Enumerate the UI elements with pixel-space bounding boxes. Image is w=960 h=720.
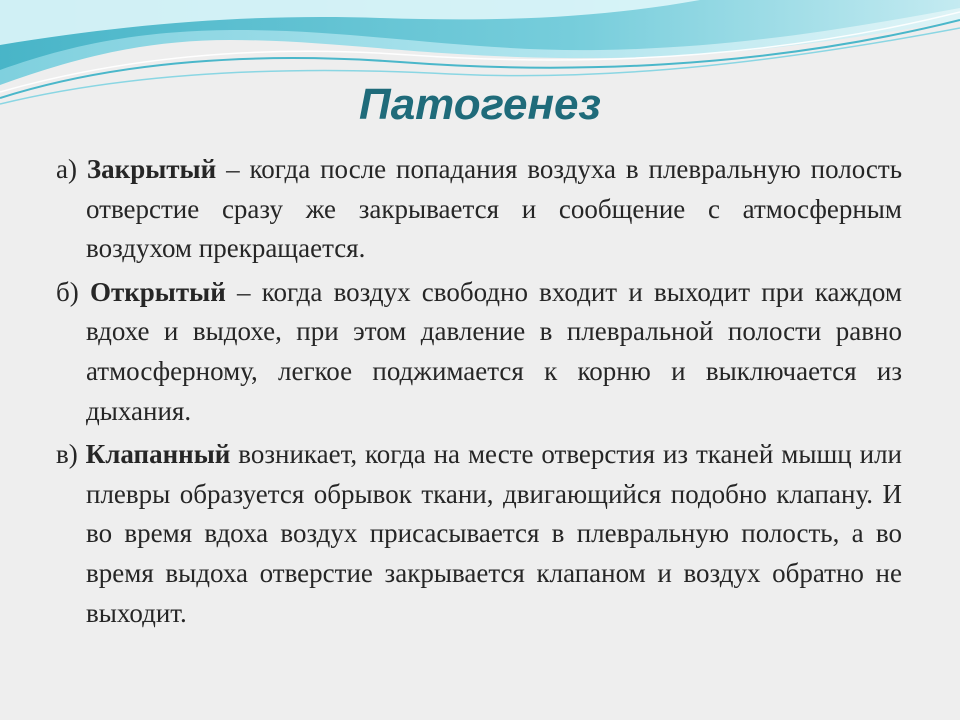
list-item <box>56 435 902 633</box>
slide-title: Патогенез <box>359 80 601 129</box>
item-term: Закрытый <box>86 154 217 184</box>
item-term: Открытый <box>89 276 226 307</box>
slide-body <box>56 150 902 637</box>
item-marker: в) <box>56 439 78 470</box>
item-term: Клапанный <box>85 439 231 470</box>
item-marker: б) <box>56 276 79 307</box>
item-text: возникает, когда на месте отверстия из тканей мышц или плевры образуется обрывок ткани, двигающийся подобно клапану. И во время вдоха воздух присасывается в плевральную полость, а во время выдоха отверстие закрывается клапаном и воздух обратно не выходит. <box>86 439 903 628</box>
list-item <box>56 150 902 269</box>
item-text: – когда воздух свободно входит и выходит при каждом вдохе и выдохе, при этом давление в плевральной полости равно атмосферному, легкое поджимается к корню и выключается из дыхания. <box>86 276 903 426</box>
item-marker: а) <box>56 154 77 184</box>
item-text: – когда после попадания воздуха в плевральную полость отверстие сразу же закрывается и сообщение с атмосферным воздухом прекращается. <box>86 154 903 264</box>
list-item <box>56 273 902 431</box>
